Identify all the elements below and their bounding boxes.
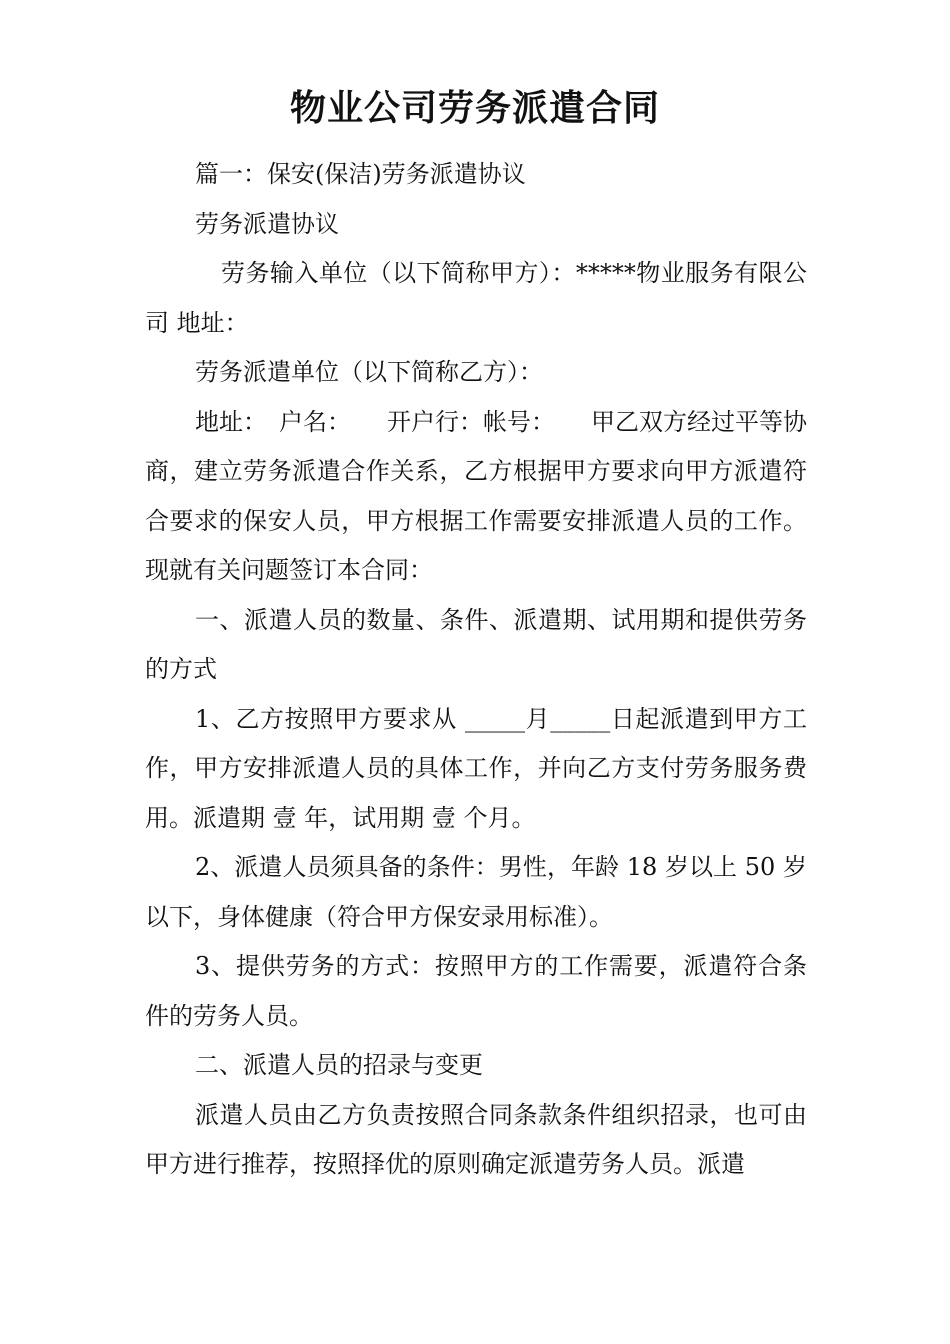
document-title: 物业公司劳务派遣合同: [289, 88, 660, 129]
paragraph-clause-1-1: 1、乙方按照甲方要求从 _____月_____日起派遣到甲方工作，甲方安排派遣人员的具体工作，并向乙方支付劳务服务费用。派遣期 壹 年，试用期 壹 个月。: [145, 704, 807, 832]
document-body: [145, 150, 807, 1190]
paragraph-clause-2-heading: 二、派遣人员的招录与变更: [195, 1051, 483, 1079]
paragraph-clause-2-body: 派遣人员由乙方负责按照合同条款条件组织招录，也可由甲方进行推荐，按照择优的原则确定派遣劳务人员。派遣: [145, 1100, 807, 1178]
paragraph-clause-1-2: 2、派遣人员须具备的条件：男性，年龄 18 岁以上 50 岁以下，身体健康（符合甲方保安录用标准）。: [145, 853, 807, 931]
paragraph-address-account: 地址： 户名： 开户行：帐号： 甲乙双方经过平等协商，建立劳务派遣合作关系，乙方根据甲方要求向甲方派遣符合要求的保安人员，甲方根据工作需要安排派遣人员的工作。现就有关问题签订本合同：: [145, 407, 807, 584]
paragraph-party-b: 劳务派遣单位（以下简称乙方）：: [195, 358, 543, 386]
paragraph-section-heading: 篇一：保安(保洁)劳务派遣协议: [195, 160, 526, 188]
paragraph-party-a: 劳务输入单位（以下简称甲方）：*****物业服务有限公司 地址：: [145, 259, 807, 337]
paragraph-agreement-title: 劳务派遣协议: [195, 209, 339, 238]
paragraph-clause-1-heading: 一、派遣人员的数量、条件、派遣期、试用期和提供劳务的方式: [145, 605, 807, 683]
paragraph-clause-1-3: 3、提供劳务的方式：按照甲方的工作需要，派遣符合条件的劳务人员。: [145, 952, 807, 1030]
